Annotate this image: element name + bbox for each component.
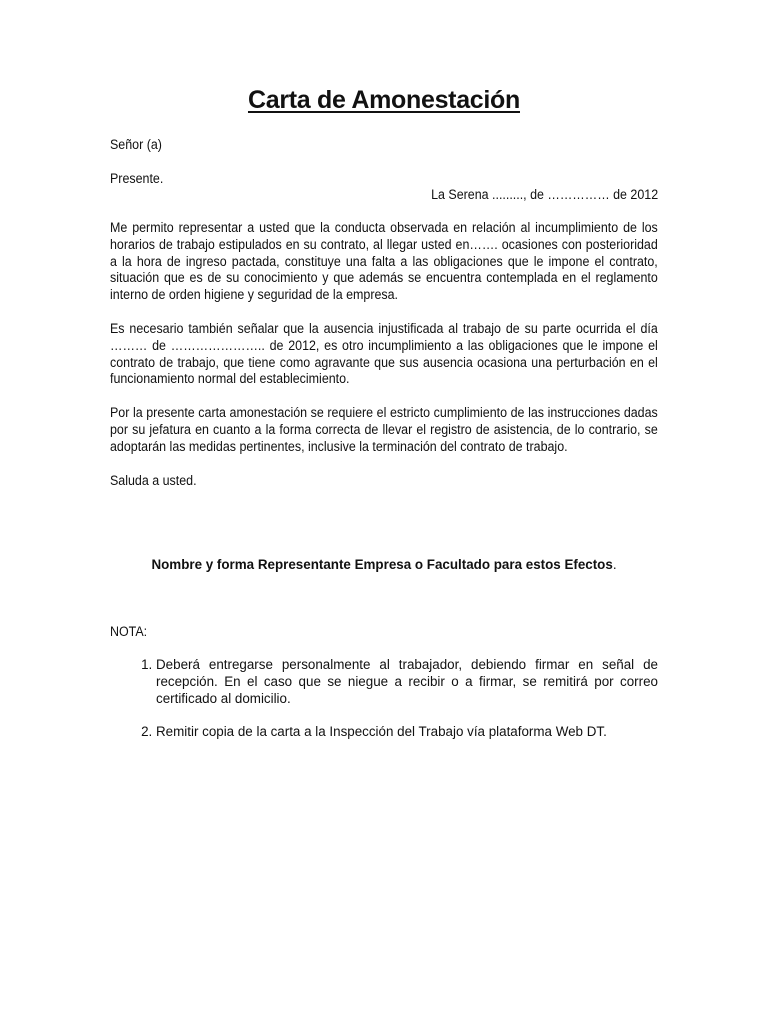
salutation: Señor (a) xyxy=(110,137,162,152)
signature-label: Nombre y forma Representante Empresa o Facultado para estos Efectos xyxy=(151,557,613,572)
paragraph-absence: Es necesario también señalar que la ausencia injustificada al trabajo de su parte ocurrida el día ……… de ………………….. de 2012, es otro incumplimiento a las obligaciones que le impone el contrato de trabajo, que tiene como agravante que sus ausencia ocasiona una perturbación en el funcionamiento normal del establecimiento. xyxy=(110,321,658,387)
letter-title: Carta de Amonestación xyxy=(247,86,520,114)
note-item-delivery: 1. Deberá entregarse personalmente al trabajador, debiendo firmar en señal de recepción. En el caso que se niegue a recibir o a firmar, se remitirá por correo certificado al domicilio. xyxy=(156,657,658,707)
note-label: NOTA: xyxy=(110,624,148,639)
note-item-copy: 2. Remitir copia de la carta a la Inspección del Trabajo vía plataforma Web DT. xyxy=(156,724,658,741)
paragraph-conduct: Me permito representar a usted que la conducta observada en relación al incumplimiento de los horarios de trabajo estipulados en su contrato, al llegar usted en……. ocasiones con posterioridad a la hora de ingreso pactada, constituye una falta a las obligaciones que le impone el contrato, situación que es de su conocimiento y que además se encuentra contemplada en el reglamento interno de orden higiene y seguridad de la empresa. xyxy=(110,220,658,303)
date-line: La Serena ........., de …………… de 2012 xyxy=(430,187,658,202)
closing-line: Saluda a usted. xyxy=(110,473,197,488)
presente-line: Presente. xyxy=(110,171,164,186)
paragraph-requirement: Por la presente carta amonestación se requiere el estricto cumplimiento de las instrucciones dadas por su jefatura en cuanto a la forma correcta de llevar el registro de asistencia, de lo contrario, se adoptarán las medidas pertinentes, inclusive la terminación del contrato de trabajo. xyxy=(110,405,658,454)
notes-list xyxy=(130,657,658,741)
signature-period: . xyxy=(612,557,617,572)
signature-line xyxy=(110,557,658,572)
